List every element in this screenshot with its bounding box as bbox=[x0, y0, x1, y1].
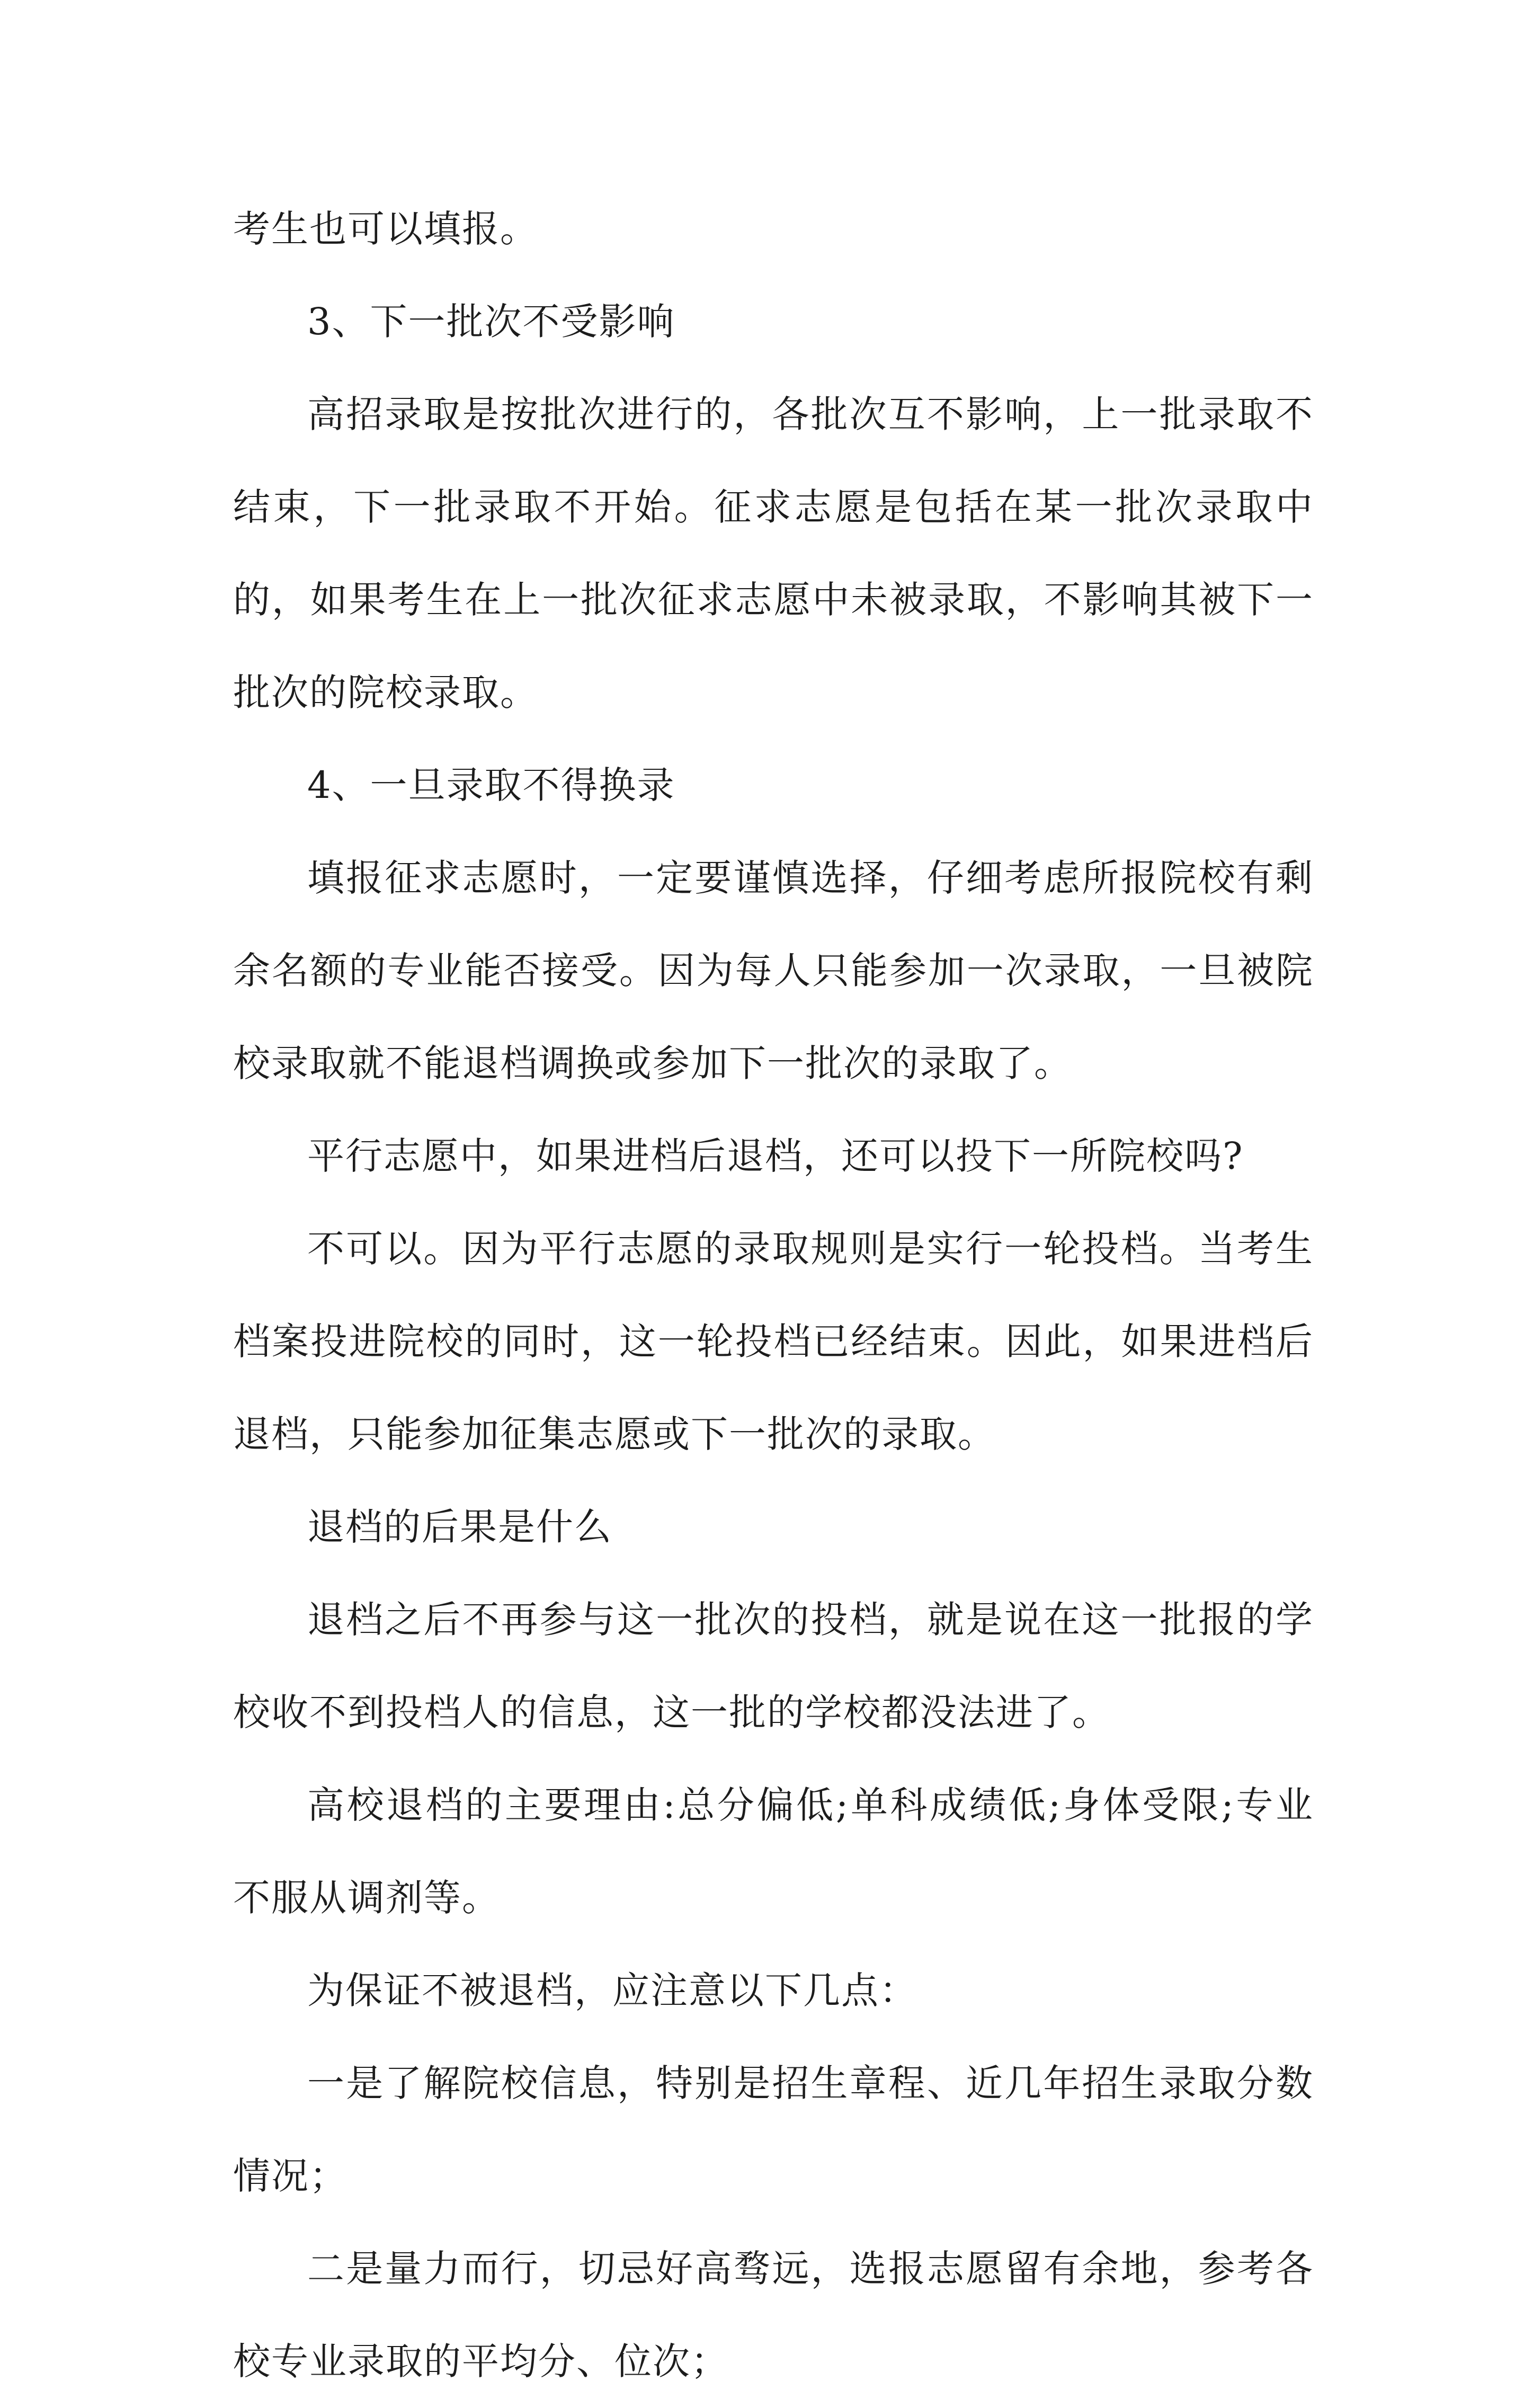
list-item: 二是量力而行，切忌好高骛远，选报志愿留有余地，参考各校专业录取的平均分、位次； bbox=[233, 2247, 1314, 2383]
paragraph: 不可以。因为平行志愿的录取规则是实行一轮投档。当考生档案投进院校的同时，这一轮投档已经结束。因此，如果进档后退档，只能参加征集志愿或下一批次的录取。 bbox=[233, 1227, 1314, 1456]
paragraph: 退档之后不再参与这一批次的投档，就是说在这一批报的学校收不到投档人的信息，这一批的学校都没法进了。 bbox=[233, 1598, 1314, 1734]
question: 退档的后果是什么 bbox=[307, 1505, 612, 1549]
body-text bbox=[233, 183, 1314, 2408]
paragraph: 高招录取是按批次进行的，各批次互不影响，上一批录取不结束，下一批录取不开始。征求志愿是包括在某一批次录取中的，如果考生在上一批次征求志愿中未被录取，不影响其被下一批次的院校录取。 bbox=[233, 393, 1314, 714]
paragraph: 考生也可以填报。 bbox=[233, 207, 538, 251]
section-heading: 4、一旦录取不得换录 bbox=[307, 763, 675, 807]
question: 平行志愿中，如果进档后退档，还可以投下一所院校吗? bbox=[307, 1134, 1244, 1178]
paragraph: 填报征求志愿时，一定要谨慎选择，仔细考虑所报院校有剩余名额的专业能否接受。因为每人只能参加一次录取，一旦被院校录取就不能退档调换或参加下一批次的录取了。 bbox=[233, 856, 1314, 1085]
section-heading: 3、下一批次不受影响 bbox=[307, 300, 675, 343]
paragraph: 为保证不被退档，应注意以下几点： bbox=[307, 1969, 917, 2012]
paragraph: 高校退档的主要理由:总分偏低;单科成绩低;身体受限;专业不服从调剂等。 bbox=[233, 1783, 1314, 1920]
list-item: 一是了解院校信息，特别是招生章程、近几年招生录取分数情况； bbox=[233, 2062, 1314, 2198]
